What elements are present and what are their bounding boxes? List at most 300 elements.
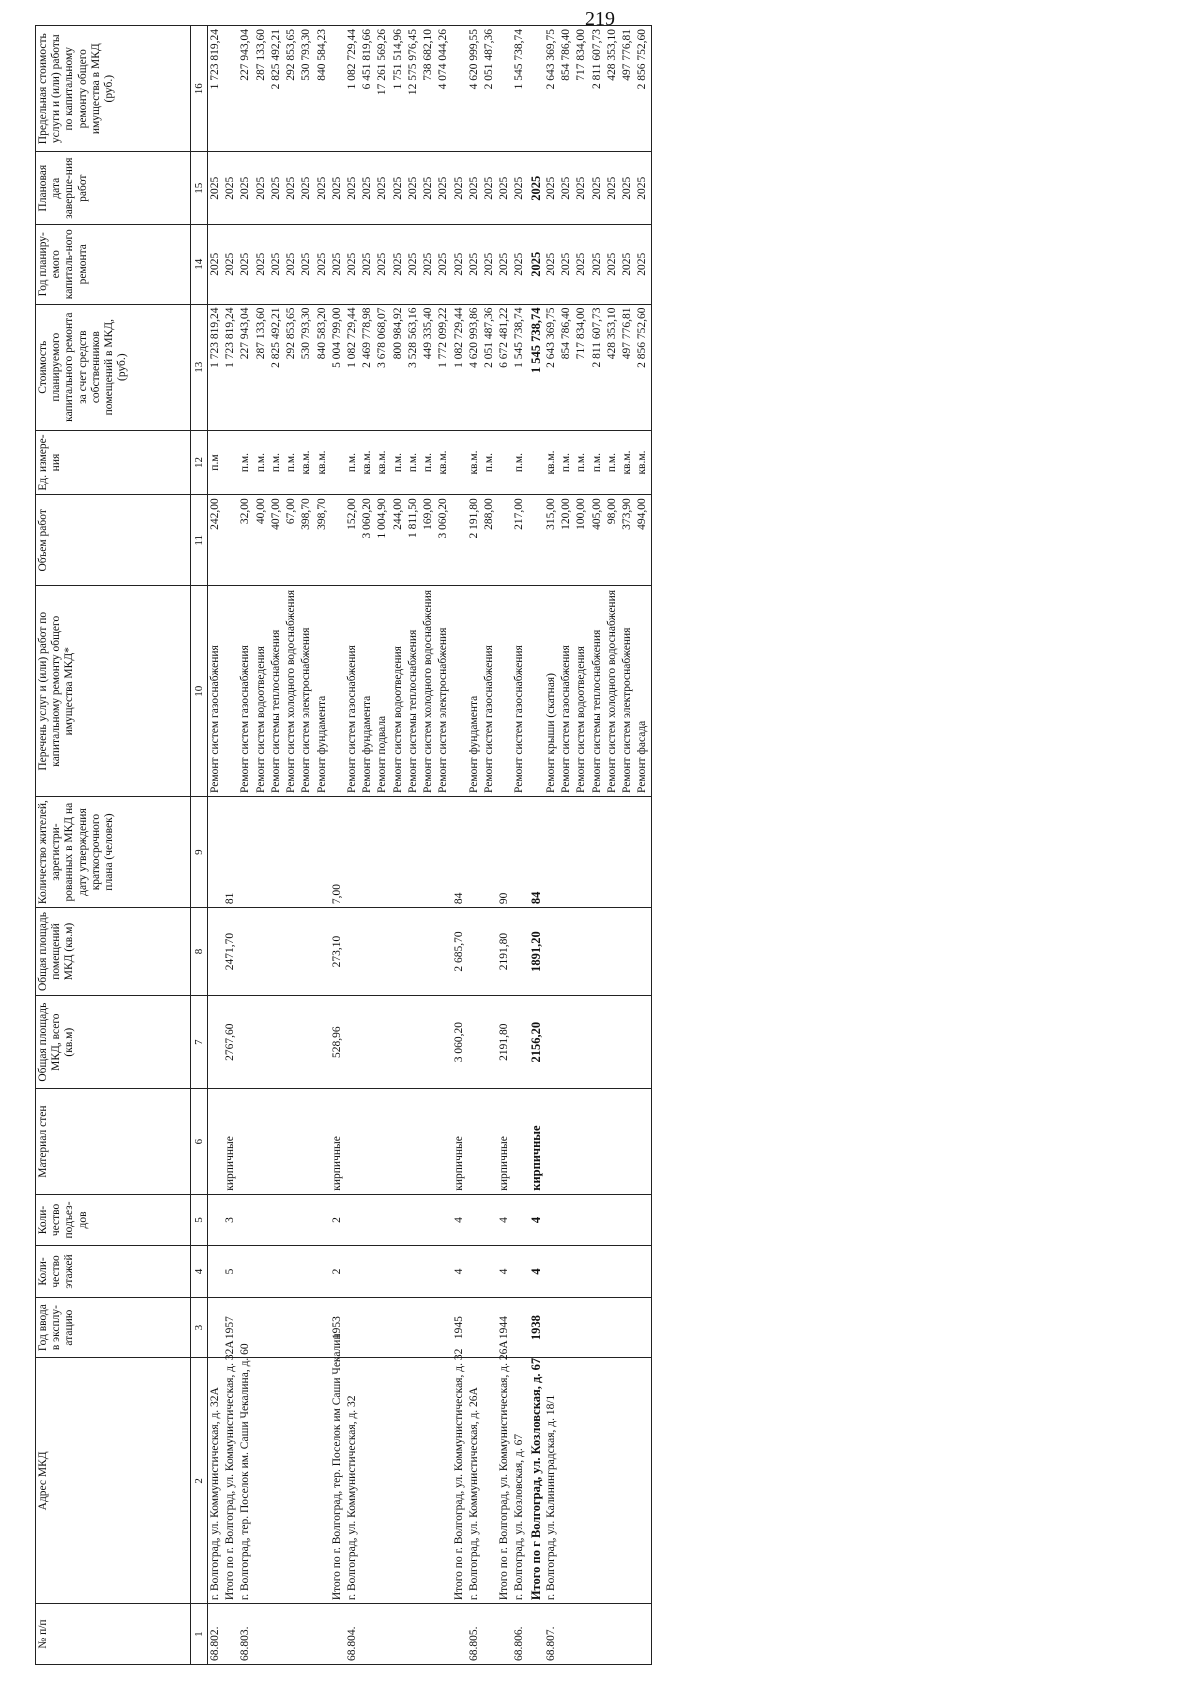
cell-y2: 2025 — [436, 152, 451, 225]
column-number: 6 — [191, 1089, 208, 1194]
cell-n — [254, 1604, 269, 1665]
cell-floors — [345, 1246, 360, 1297]
cell-year — [284, 1297, 299, 1358]
cell-y1: 2025 — [421, 224, 436, 304]
cell-entr: 3 — [223, 1194, 238, 1245]
cell-lim: 4 620 999,55 — [467, 26, 482, 152]
cell-y1: 2025 — [406, 224, 421, 304]
cell-n — [436, 1604, 451, 1665]
table-row — [375, 26, 390, 1665]
cell-res — [299, 797, 314, 908]
cell-n — [620, 1604, 635, 1665]
cell-entr — [238, 1194, 253, 1245]
cell-unit: п.м. — [482, 430, 497, 494]
cell-floors — [238, 1246, 253, 1297]
cell-vol: 120,00 — [559, 495, 574, 586]
cell-vol: 315,00 — [544, 495, 559, 586]
cell-floors — [512, 1246, 527, 1297]
cell-cost: 854 786,40 — [559, 304, 574, 430]
cell-addr — [391, 1358, 406, 1604]
cell-y2: 2025 — [605, 152, 620, 225]
cell-lim: 738 682,10 — [421, 26, 436, 152]
cell-y1: 2025 — [315, 224, 330, 304]
cell-floors — [482, 1246, 497, 1297]
cell-work: Ремонт фундамента — [467, 586, 482, 797]
cell-unit: кв.м. — [467, 430, 482, 494]
column-header: Ед. измере-ния — [36, 430, 191, 494]
cell-work: Ремонт систем газоснабжения — [482, 586, 497, 797]
cell-addr: г. Волгоград, тер. Поселок им. Саши Чекалина, д. 60 — [238, 1358, 253, 1604]
cell-total — [421, 995, 436, 1089]
table-row — [345, 26, 360, 1665]
cell-addr — [482, 1358, 497, 1604]
cell-mat: кирпичные — [497, 1089, 512, 1194]
cell-work: Ремонт систем водоотведения — [391, 586, 406, 797]
cell-mat — [391, 1089, 406, 1194]
cell-mat — [605, 1089, 620, 1194]
cell-area — [391, 908, 406, 996]
cell-year — [391, 1297, 406, 1358]
cell-entr — [467, 1194, 482, 1245]
column-header: Коли-чество подъез-дов — [36, 1194, 191, 1245]
cell-lim: 840 584,23 — [315, 26, 330, 152]
cell-work: Ремонт крыши (скатная) — [544, 586, 559, 797]
cell-entr — [299, 1194, 314, 1245]
cell-entr — [574, 1194, 589, 1245]
column-number: 8 — [191, 908, 208, 996]
cell-n: 68.802. — [208, 1604, 224, 1665]
cell-unit: кв.м. — [375, 430, 390, 494]
cell-n — [375, 1604, 390, 1665]
page-number: 219 — [585, 8, 615, 30]
cell-lim: 6 451 819,66 — [360, 26, 375, 152]
table-row — [436, 26, 451, 1665]
cell-y2: 2025 — [482, 152, 497, 225]
cell-floors — [605, 1246, 620, 1297]
cell-lim: 1 723 819,24 — [208, 26, 224, 152]
cell-res — [635, 797, 651, 908]
cell-lim: 497 776,81 — [620, 26, 635, 152]
cell-vol: 67,00 — [284, 495, 299, 586]
cell-year — [269, 1297, 284, 1358]
table-row — [223, 26, 238, 1665]
cell-y2: 2025 — [254, 152, 269, 225]
cell-mat — [315, 1089, 330, 1194]
cell-addr — [299, 1358, 314, 1604]
cell-area — [635, 908, 651, 996]
cell-unit: кв.м. — [315, 430, 330, 494]
cell-floors: 5 — [223, 1246, 238, 1297]
cell-addr — [269, 1358, 284, 1604]
table-row — [254, 26, 269, 1665]
column-number: 12 — [191, 430, 208, 494]
cell-n — [528, 1604, 544, 1665]
cell-lim: 530 793,30 — [299, 26, 314, 152]
cell-unit: п.м. — [391, 430, 406, 494]
cell-cost: 497 776,81 — [620, 304, 635, 430]
cell-cost: 1 772 099,22 — [436, 304, 451, 430]
cell-addr: г. Волгоград, ул. Коммунистическая, д. 32 — [345, 1358, 360, 1604]
cell-res — [482, 797, 497, 908]
cell-n — [406, 1604, 421, 1665]
column-number: 2 — [191, 1358, 208, 1604]
cell-year — [375, 1297, 390, 1358]
cell-entr — [391, 1194, 406, 1245]
cell-work: Ремонт систем холодного водоснабжения — [284, 586, 299, 797]
cell-floors: 2 — [330, 1246, 345, 1297]
table-row — [605, 26, 620, 1665]
cell-n: 68.807. — [544, 1604, 559, 1665]
cell-mat — [345, 1089, 360, 1194]
cell-total — [467, 995, 482, 1089]
cell-vol: 2 191,80 — [467, 495, 482, 586]
cell-mat — [421, 1089, 436, 1194]
cell-lim: 17 261 569,26 — [375, 26, 390, 152]
cell-unit: п.м. — [406, 430, 421, 494]
cell-floors — [574, 1246, 589, 1297]
cell-y1: 2025 — [360, 224, 375, 304]
cell-area — [421, 908, 436, 996]
cell-addr — [315, 1358, 330, 1604]
cell-vol: 152,00 — [345, 495, 360, 586]
cell-year: 1953 — [330, 1297, 345, 1358]
cell-addr: г. Волгоград, ул. Козловская, д. 67 — [512, 1358, 527, 1604]
cell-cost: 1 723 819,24 — [208, 304, 224, 430]
cell-entr — [482, 1194, 497, 1245]
column-number: 11 — [191, 495, 208, 586]
table-row — [360, 26, 375, 1665]
cell-entr — [375, 1194, 390, 1245]
cell-y2: 2025 — [590, 152, 605, 225]
cell-mat: кирпичные — [528, 1089, 544, 1194]
cell-unit — [528, 430, 544, 494]
cell-work — [497, 586, 512, 797]
cell-unit — [223, 430, 238, 494]
cell-mat — [208, 1089, 224, 1194]
cell-year — [574, 1297, 589, 1358]
cell-y1: 2025 — [467, 224, 482, 304]
cell-work: Ремонт систем газоснабжения — [512, 586, 527, 797]
cell-total — [574, 995, 589, 1089]
cell-addr — [559, 1358, 574, 1604]
cell-addr — [406, 1358, 421, 1604]
cell-y2: 2025 — [223, 152, 238, 225]
cell-year — [360, 1297, 375, 1358]
cell-area — [436, 908, 451, 996]
cell-floors: 4 — [528, 1246, 544, 1297]
table-row — [391, 26, 406, 1665]
column-number: 5 — [191, 1194, 208, 1245]
cell-area — [544, 908, 559, 996]
cell-res — [254, 797, 269, 908]
cell-y1: 2025 — [391, 224, 406, 304]
cell-floors: 4 — [452, 1246, 467, 1297]
cell-entr — [635, 1194, 651, 1245]
cell-y1: 2025 — [497, 224, 512, 304]
cell-cost: 428 353,10 — [605, 304, 620, 430]
cell-mat — [406, 1089, 421, 1194]
cell-n: 68.806. — [512, 1604, 527, 1665]
cell-res — [421, 797, 436, 908]
cell-addr — [605, 1358, 620, 1604]
cell-y2: 2025 — [421, 152, 436, 225]
cell-lim: 292 853,65 — [284, 26, 299, 152]
cell-y1: 2025 — [590, 224, 605, 304]
table-row — [299, 26, 314, 1665]
column-header: Объем работ — [36, 495, 191, 586]
cell-unit — [330, 430, 345, 494]
cell-area — [238, 908, 253, 996]
cell-y2: 2025 — [467, 152, 482, 225]
cell-area — [375, 908, 390, 996]
cell-y1: 2025 — [452, 224, 467, 304]
cell-y1: 2025 — [574, 224, 589, 304]
cell-area: 273,10 — [330, 908, 345, 996]
column-number: 9 — [191, 797, 208, 908]
cell-mat — [620, 1089, 635, 1194]
cell-year: 1938 — [528, 1297, 544, 1358]
cell-floors — [421, 1246, 436, 1297]
cell-total — [315, 995, 330, 1089]
cell-unit — [497, 430, 512, 494]
cell-entr — [605, 1194, 620, 1245]
cell-mat — [284, 1089, 299, 1194]
cell-floors — [391, 1246, 406, 1297]
cell-year — [635, 1297, 651, 1358]
cell-res: 7,00 — [330, 797, 345, 908]
cell-res — [544, 797, 559, 908]
cell-addr — [284, 1358, 299, 1604]
cell-mat — [544, 1089, 559, 1194]
cell-mat — [254, 1089, 269, 1194]
column-number: 1 — [191, 1604, 208, 1665]
cell-mat — [559, 1089, 574, 1194]
cell-mat — [436, 1089, 451, 1194]
cell-year: 1944 — [497, 1297, 512, 1358]
cell-y2: 2025 — [406, 152, 421, 225]
cell-year — [620, 1297, 635, 1358]
cell-y1: 2025 — [238, 224, 253, 304]
cell-vol — [497, 495, 512, 586]
repair-plan-sheet — [35, 25, 1165, 1665]
cell-work: Ремонт систем водоотведения — [574, 586, 589, 797]
cell-work: Ремонт систем газоснабжения — [559, 586, 574, 797]
cell-year — [559, 1297, 574, 1358]
cell-vol: 3 060,20 — [436, 495, 451, 586]
cell-n — [452, 1604, 467, 1665]
cell-total: 3 060,20 — [452, 995, 467, 1089]
cell-y1: 2025 — [375, 224, 390, 304]
cell-y2: 2025 — [269, 152, 284, 225]
cell-cost: 1 082 729,44 — [345, 304, 360, 430]
cell-y2: 2025 — [315, 152, 330, 225]
cell-area — [254, 908, 269, 996]
column-header: Общая площадь помещений МКД (кв.м) — [36, 908, 191, 996]
column-header: Адрес МКД — [36, 1358, 191, 1604]
cell-res — [208, 797, 224, 908]
cell-mat — [482, 1089, 497, 1194]
cell-total: 528,96 — [330, 995, 345, 1089]
cell-addr: Итого по г. Волгоград, ул. Коммунистическая, д. 32 — [452, 1358, 467, 1604]
cell-addr — [574, 1358, 589, 1604]
cell-y1: 2025 — [635, 224, 651, 304]
cell-work: Ремонт фундамента — [360, 586, 375, 797]
cell-lim — [528, 26, 544, 152]
cell-lim: 12 575 976,45 — [406, 26, 421, 152]
cell-work: Ремонт системы теплоснабжения — [590, 586, 605, 797]
cell-area: 1891,20 — [528, 908, 544, 996]
cell-y2: 2025 — [544, 152, 559, 225]
cell-year — [299, 1297, 314, 1358]
cell-entr: 4 — [452, 1194, 467, 1245]
cell-area — [559, 908, 574, 996]
cell-lim: 1 545 738,74 — [512, 26, 527, 152]
cell-mat: кирпичные — [223, 1089, 238, 1194]
cell-work — [452, 586, 467, 797]
cell-cost: 287 133,60 — [254, 304, 269, 430]
cell-total — [544, 995, 559, 1089]
column-header: Общая площадь МКД, всего (кв.м) — [36, 995, 191, 1089]
cell-addr — [254, 1358, 269, 1604]
table-row — [512, 26, 527, 1665]
cell-mat — [467, 1089, 482, 1194]
cell-unit: п.м. — [605, 430, 620, 494]
cell-res — [574, 797, 589, 908]
column-header: № п/п — [36, 1604, 191, 1665]
cell-vol: 217,00 — [512, 495, 527, 586]
table-row — [238, 26, 253, 1665]
cell-unit: кв.м. — [436, 430, 451, 494]
cell-floors — [375, 1246, 390, 1297]
cell-mat — [360, 1089, 375, 1194]
cell-unit: п.м. — [284, 430, 299, 494]
cell-y1: 2025 — [269, 224, 284, 304]
cell-unit: кв.м. — [620, 430, 635, 494]
cell-vol: 100,00 — [574, 495, 589, 586]
cell-work: Ремонт подвала — [375, 586, 390, 797]
cell-res: 90 — [497, 797, 512, 908]
cell-y2: 2025 — [559, 152, 574, 225]
cell-vol — [528, 495, 544, 586]
cell-y2: 2025 — [360, 152, 375, 225]
cell-cost: 1 545 738,74 — [512, 304, 527, 430]
cell-res — [315, 797, 330, 908]
cell-area — [284, 908, 299, 996]
cell-y1: 2025 — [559, 224, 574, 304]
cell-entr — [360, 1194, 375, 1245]
cell-work: Ремонт систем водоотведения — [254, 586, 269, 797]
cell-cost: 1 082 729,44 — [452, 304, 467, 430]
cell-y2: 2025 — [620, 152, 635, 225]
cell-area — [467, 908, 482, 996]
cell-vol: 288,00 — [482, 495, 497, 586]
cell-entr — [436, 1194, 451, 1245]
cell-vol: 3 060,20 — [360, 495, 375, 586]
cell-res — [512, 797, 527, 908]
cell-total — [406, 995, 421, 1089]
cell-y1: 2025 — [330, 224, 345, 304]
cell-mat — [590, 1089, 605, 1194]
cell-area — [299, 908, 314, 996]
cell-vol: 407,00 — [269, 495, 284, 586]
cell-n — [482, 1604, 497, 1665]
cell-total: 2191,80 — [497, 995, 512, 1089]
cell-y1: 2025 — [544, 224, 559, 304]
cell-unit: п.м. — [269, 430, 284, 494]
cell-res — [406, 797, 421, 908]
cell-lim: 2 051 487,36 — [482, 26, 497, 152]
cell-vol: 373,90 — [620, 495, 635, 586]
table-row — [635, 26, 651, 1665]
repair-plan-table — [35, 25, 652, 1665]
cell-total — [590, 995, 605, 1089]
table-row — [269, 26, 284, 1665]
cell-unit — [452, 430, 467, 494]
cell-total — [391, 995, 406, 1089]
cell-work: Ремонт систем электроснабжения — [620, 586, 635, 797]
cell-area: 2 685,70 — [452, 908, 467, 996]
cell-addr: Итого по г. Волгоград, ул. Коммунистическая, д. 26А — [497, 1358, 512, 1604]
cell-vol: 242,00 — [208, 495, 224, 586]
cell-total: 2156,20 — [528, 995, 544, 1089]
cell-area — [574, 908, 589, 996]
cell-mat — [512, 1089, 527, 1194]
cell-work: Ремонт систем холодного водоснабжения — [605, 586, 620, 797]
cell-total — [482, 995, 497, 1089]
cell-vol: 40,00 — [254, 495, 269, 586]
cell-n — [559, 1604, 574, 1665]
cell-addr: Итого по г. Волгоград, ул. Коммунистическая, д. 32А — [223, 1358, 238, 1604]
cell-floors — [544, 1246, 559, 1297]
cell-vol: 398,70 — [299, 495, 314, 586]
cell-lim: 428 353,10 — [605, 26, 620, 152]
cell-area — [590, 908, 605, 996]
cell-floors — [635, 1246, 651, 1297]
cell-n — [391, 1604, 406, 1665]
cell-unit: п.м. — [559, 430, 574, 494]
cell-n — [284, 1604, 299, 1665]
cell-addr — [375, 1358, 390, 1604]
cell-total — [345, 995, 360, 1089]
cell-vol: 494,00 — [635, 495, 651, 586]
cell-cost: 530 793,30 — [299, 304, 314, 430]
column-header: Материал стен — [36, 1089, 191, 1194]
cell-cost: 4 620 993,86 — [467, 304, 482, 430]
cell-addr — [620, 1358, 635, 1604]
cell-entr — [315, 1194, 330, 1245]
cell-res — [605, 797, 620, 908]
cell-year — [208, 1297, 224, 1358]
cell-n — [574, 1604, 589, 1665]
cell-floors — [590, 1246, 605, 1297]
cell-cost: 2 643 369,75 — [544, 304, 559, 430]
cell-res — [559, 797, 574, 908]
cell-total — [559, 995, 574, 1089]
cell-n — [635, 1604, 651, 1665]
cell-addr — [360, 1358, 375, 1604]
header-row — [36, 26, 191, 1665]
column-number: 7 — [191, 995, 208, 1089]
cell-total — [635, 995, 651, 1089]
cell-work: Ремонт фундамента — [315, 586, 330, 797]
cell-y2: 2025 — [330, 152, 345, 225]
column-header: Год планиру-емого капиталь-ного ремонта — [36, 224, 191, 304]
cell-vol: 169,00 — [421, 495, 436, 586]
cell-y1: 2025 — [436, 224, 451, 304]
cell-y1: 2025 — [528, 224, 544, 304]
cell-res: 84 — [452, 797, 467, 908]
cell-y1: 2025 — [512, 224, 527, 304]
